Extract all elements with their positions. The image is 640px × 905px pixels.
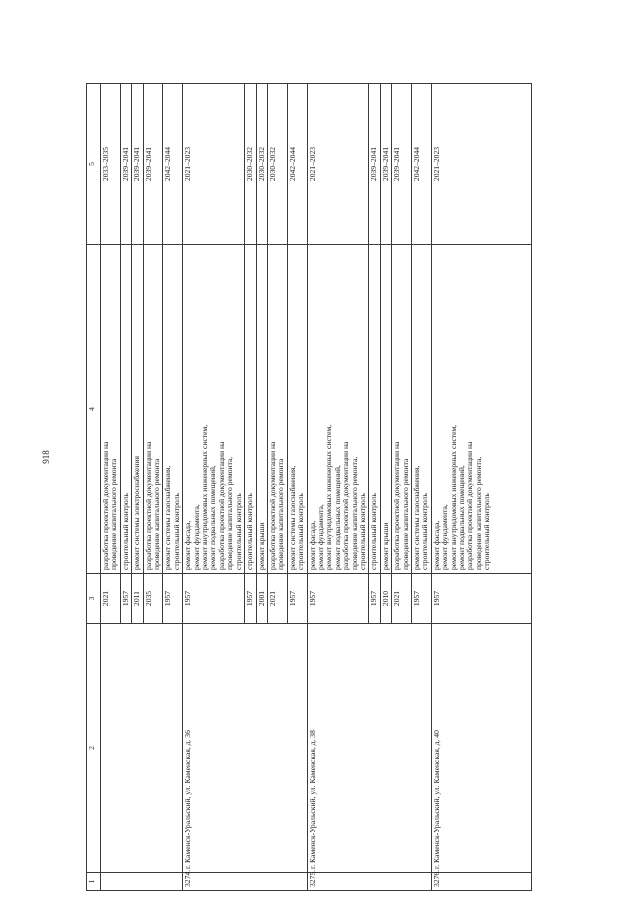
work-line: ремонт подвальных помещений,: [208, 465, 218, 570]
year-cell: 1957: [307, 574, 369, 624]
work-line: ремонт внутридомовых инженерных систем,: [324, 424, 334, 570]
work-line: ремонт крыши: [380, 522, 390, 570]
work-description-cell: [267, 245, 287, 574]
table-row: [307, 84, 369, 891]
work-description-cell: [369, 245, 380, 574]
year-cell: 1957: [120, 574, 131, 624]
period-cell: 2030–2032: [256, 84, 267, 245]
building-address: г. Каменск-Уральский, ул. Каменская, д. 38: [307, 624, 431, 873]
work-description-cell: [392, 245, 412, 574]
period-cell: 2021–2023: [307, 84, 369, 245]
period-cell: 2021–2023: [183, 84, 245, 245]
period-cell: 2033–2035: [101, 84, 121, 245]
work-line: разработка проектной документации на: [216, 441, 226, 570]
building-address: [101, 624, 183, 873]
work-description-cell: [143, 245, 163, 574]
table-body: [101, 84, 532, 891]
period-cell: 2021–2023: [431, 84, 531, 245]
year-cell: 1957: [163, 574, 183, 624]
work-line: ремонт фасада,: [307, 520, 317, 570]
year-cell: 2035: [143, 574, 163, 624]
work-line: ремонт фасада,: [183, 520, 193, 570]
work-description-cell: [183, 245, 245, 574]
work-line: ремонт подвальных помещений,: [457, 465, 467, 570]
period-cell: 2042–2044: [163, 84, 183, 245]
work-line: проведение капитального ремонта: [152, 458, 162, 570]
work-description-cell: [412, 245, 432, 574]
work-line: проведение капитального ремонта,: [225, 456, 235, 570]
table-row: [183, 84, 245, 891]
work-line: ремонт фундамента,: [440, 504, 450, 570]
table-row: [431, 84, 531, 891]
period-cell: 2039–2041: [120, 84, 131, 245]
period-cell: 2042–2044: [412, 84, 432, 245]
work-description-cell: [120, 245, 131, 574]
page-number: 918: [41, 450, 51, 464]
work-line: ремонт крыши: [256, 522, 266, 570]
work-description-cell: [307, 245, 369, 574]
year-cell: 1957: [245, 574, 256, 624]
year-cell: 1957: [431, 574, 531, 624]
work-line: разработка проектной документации на: [341, 441, 351, 570]
year-cell: 2010: [380, 574, 391, 624]
work-line: ремонт системы газоснабжения,: [163, 465, 173, 570]
period-cell: 2039–2041: [392, 84, 412, 245]
work-line: строительный контроль: [420, 493, 430, 570]
record-number: 3274.: [183, 873, 307, 891]
work-line: строительный контроль: [357, 493, 367, 570]
record-number: 3275.: [307, 873, 431, 891]
building-address: г. Каменск-Уральский, ул. Каменская, д. 36: [183, 624, 307, 873]
work-line: строительный контроль: [482, 493, 492, 570]
work-description-cell: [163, 245, 183, 574]
work-line: ремонт системы газоснабжения,: [287, 465, 297, 570]
year-cell: 2011: [132, 574, 143, 624]
work-line: разработка проектной документации на: [392, 441, 402, 570]
header-row: [87, 84, 101, 891]
work-line: проведение капитального ремонта: [276, 458, 286, 570]
period-cell: 2030–2032: [267, 84, 287, 245]
rotated-table-container: [86, 84, 599, 891]
year-cell: 2021: [392, 574, 412, 624]
work-line: ремонт фасада,: [431, 520, 441, 570]
record-number: 3276.: [431, 873, 531, 891]
table-row: [101, 84, 121, 891]
period-cell: 2030–2032: [245, 84, 256, 245]
year-cell: 2021: [101, 574, 121, 624]
work-line: разработка проектной документации на: [465, 441, 475, 570]
work-description-cell: [245, 245, 256, 574]
record-number: [101, 873, 183, 891]
work-line: разработка проектной документации на: [101, 441, 110, 570]
work-description-cell: [380, 245, 391, 574]
work-line: ремонт внутридомовых инженерных систем,: [448, 424, 458, 570]
period-cell: 2039–2041: [380, 84, 391, 245]
year-cell: 1957: [412, 574, 432, 624]
column-header: 1: [87, 873, 101, 891]
year-cell: 2001: [256, 574, 267, 624]
column-header: 3: [87, 574, 101, 624]
work-description-cell: [287, 245, 307, 574]
work-line: ремонт системы электроснабжения: [132, 455, 142, 570]
work-line: проведение капитального ремонта: [400, 458, 410, 570]
work-line: ремонт системы газоснабжения,: [412, 465, 421, 570]
work-line: строительный контроль: [171, 493, 181, 570]
year-cell: 1957: [287, 574, 307, 624]
work-line: проведение капитального ремонта,: [349, 456, 359, 570]
work-line: строительный контроль: [296, 493, 306, 570]
work-line: проведение капитального ремонта,: [473, 456, 483, 570]
period-cell: 2039–2041: [143, 84, 163, 245]
work-line: строительный контроль: [233, 493, 243, 570]
period-cell: 2039–2041: [132, 84, 143, 245]
work-line: проведение капитального ремонта: [109, 458, 119, 570]
work-line: разработка проектной документации на: [143, 441, 153, 570]
period-cell: 2042–2044: [287, 84, 307, 245]
work-line: ремонт внутридомовых инженерных систем,: [200, 424, 210, 570]
work-line: ремонт подвальных помещений,: [332, 465, 342, 570]
repair-schedule-table: [86, 83, 532, 891]
year-cell: 1957: [369, 574, 380, 624]
work-description-cell: [431, 245, 531, 574]
work-line: строительный контроль: [245, 493, 255, 570]
work-line: ремонт фундамента,: [315, 504, 325, 570]
work-description-cell: [132, 245, 143, 574]
year-cell: 1957: [183, 574, 245, 624]
building-address: г. Каменск-Уральский, ул. Каменская, д. 40: [431, 624, 531, 873]
work-line: разработка проектной документации на: [267, 441, 277, 570]
year-cell: 2021: [267, 574, 287, 624]
column-header: 5: [87, 84, 101, 245]
work-line: строительный контроль: [120, 493, 130, 570]
work-line: ремонт фундамента,: [191, 504, 201, 570]
period-cell: 2039–2041: [369, 84, 380, 245]
work-description-cell: [256, 245, 267, 574]
column-header: 4: [87, 245, 101, 574]
column-header: 2: [87, 624, 101, 873]
work-line: строительный контроль: [369, 493, 379, 570]
work-description-cell: [101, 245, 121, 574]
